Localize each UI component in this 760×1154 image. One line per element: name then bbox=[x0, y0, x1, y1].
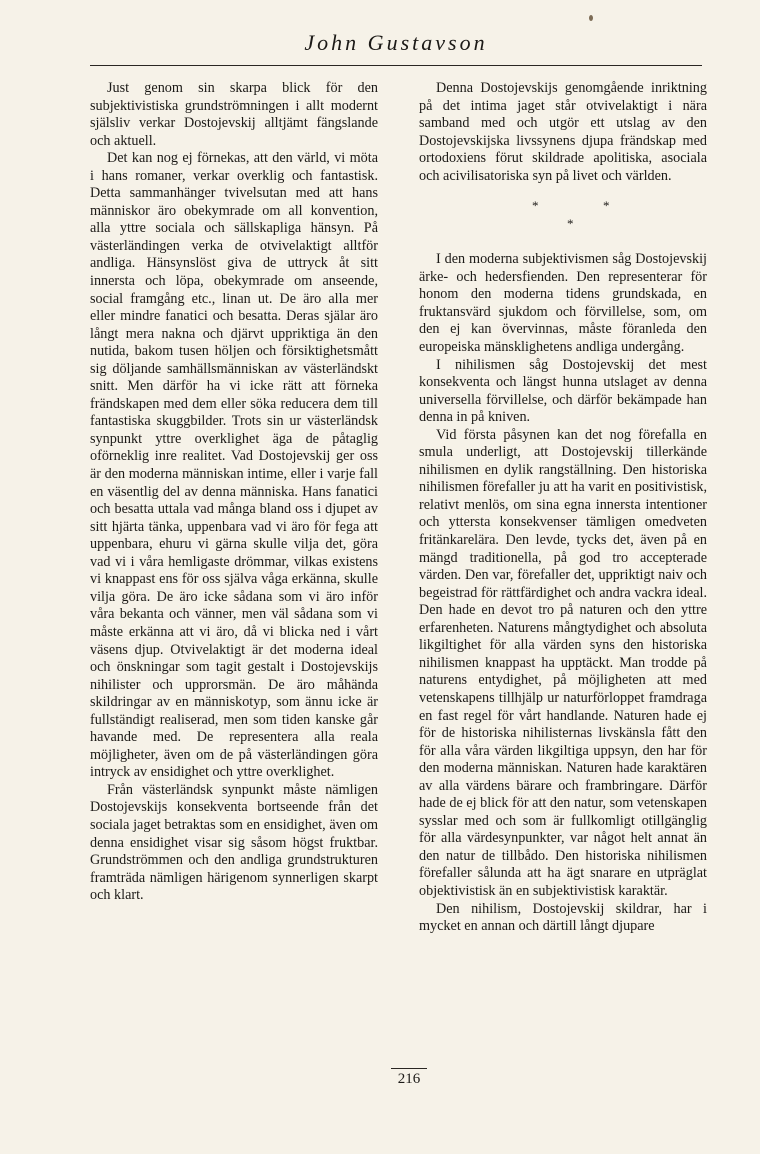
paragraph: I den moderna subjektivismen såg Dostojevskij ärke- och hedersfienden. Den representerar för honom den moderna tidens grundskada, en fruktansvärd sjukdom och förvillelse, som, om den ej kan övervinnas, måste föranleda den europeiska mänsklighetens andliga undergång. bbox=[419, 251, 707, 356]
paragraph: Denna Dostojevskijs genomgående inriktning på det intima jaget står otvivelaktigt i nära samband med och utgör ett utslag av den Dostojevskijska livssynens djupa frändskap med ortodoxiens förut skildrade apolitiska, asociala och acivilisatoriska syn på livet och världen. bbox=[419, 80, 707, 184]
asterism-star: * bbox=[567, 216, 574, 232]
header-rule bbox=[90, 65, 702, 66]
left-column bbox=[90, 80, 378, 905]
paragraph: I nihilismen såg Dostojevskij det mest konsekventa och längst hunna utslaget av denna universella förvillelse, och därför bekämpade han denna in på kniven. bbox=[419, 356, 707, 426]
running-header: John Gustavson bbox=[304, 30, 488, 55]
footer-rule bbox=[391, 1068, 427, 1069]
paragraph: Vid första påsynen kan det nog förefalla en smula underligt, att Dostojevskij tillerkände nihilismen en dylik rangställning. Den historiska nihilismen förefaller ju att ha varit en positivistisk, relativt menlös, om sina egna innersta intentioner och yttersta konsekvenser tämligen omedveten fritänkarelära. Den levde, tycks det, även på en mängd traditionella, på god tro accepterade värden. Den var, förefaller det, uppriktigt naiv och begeistrad för rättfärdighet och andra vackra ideal. Den hade en devot tro på naturen och den yttre erfarenheten. Naturens mångtydighet och absoluta likgiltighet för alla värden syns den historiska nihilismen knappast ha upptäckt. Man trodde på naturens entydighet, på möjligheten att med vetenskapens tillhjälp ur naturförloppet framdraga en fast regel för vårt handlande. Naturen hade ej för de historiska nihilisternas livskänsla fått den för alla våra värden likgiltiga uppsyn, den har för den moderna människan. Naturen hade karaktären av alla värdens bärare och frambringare. Därför hade de ej blick för att den natur, som vetenskapen sysslar med och som är fullkomligt otillgänglig för alla värdesynpunkter, var något helt annat än den natur de tillbådo. Den historiska nihilismen förefaller sålunda att ha ägt snarare en utpräglat objektivistisk än en subjektivistisk karaktär. bbox=[419, 426, 707, 899]
paragraph: Från västerländsk synpunkt måste nämligen Dostojevskijs konsekventa bortseende från det sociala jaget betraktas som en ensidighet, även om denna ensidighet visar sig såsom högst fruktbar. Grundströmmen och den andliga grundstrukturen framträda nämligen härigenom synnerligen skarpt och klart. bbox=[90, 781, 378, 904]
ink-speck bbox=[589, 15, 593, 21]
asterism-star: * bbox=[532, 198, 539, 214]
asterism bbox=[419, 193, 707, 251]
asterism-star: * bbox=[603, 198, 610, 214]
paragraph: Det kan nog ej förnekas, att den värld, vi möta i hans romaner, verkar overklig och fantastisk. Detta sammanhänger tvivelsutan med att hans människor äro obekymrade om all konvention, alla yttre sociala och sällskapliga hänsyn. På västerländingen verka de otvivelaktigt alltför andliga. Hänsynslöst giva de uttryck åt sitt innersta och löpa, obekymrade om anseende, social framgång etc., linan ut. De äro alla mer eller mindre fanatici och besatta. Deras själar äro långt mera nakna och djärvt uppriktiga än den nutida, bakom tusen höljen och försiktighetsmått sig döljande samhällsmänniskan av västerländskt snitt. Men därför ha vi icke rätt att förneka frändskapen med dem eller söka reducera dem till fantastiska skuggbilder. Trots sin ur västerländsk synpunkt yttre overklighet äga de påtaglig oförneklig inre realitet. Vad Dostojevskij ger oss är den moderna människan intime, eller i varje fall en väsentlig del av denna människa. Hans fanatici och besatta uttala vad många bland oss i djupet av sitt hjärta tänka, uppenbara vad vi äro för fega att uppenbara, ehuru vi gärna skulle vilja det, göra vad vi i våra hemligaste drömmar, vilkas existens vi knappast ens för oss själva våga erkänna, skulle vilja göra. De äro icke sådana som vi äro inför våra bekanta och vänner, men väl sådana som vi måste erkänna att vi äro, då vi blicka ned i vårt väsens djup. Otvivelaktigt är det moderna ideal och önskningar som tagit gestalt i Dostojevskijs nihilister och upprorsmän. De äro måhända skildringar av en människotyp, som ännu icke är fullständigt realiserad, men som tiden kanske går havande med. De representera alla reala möjligheter, även om de på västerländingen göra intryck av ensidighet och yttre overklighet. bbox=[90, 150, 378, 781]
paragraph: Den nihilism, Dostojevskij skildrar, har i mycket en annan och därtill långt djupare bbox=[419, 900, 707, 935]
right-column bbox=[419, 80, 707, 936]
page-number: 216 bbox=[397, 1071, 421, 1087]
paragraph: Just genom sin skarpa blick för den subjektivistiska grundströmningen i allt modernt själsliv verkar Dostojevskij alltjämt fängslande och aktuell. bbox=[90, 80, 378, 149]
